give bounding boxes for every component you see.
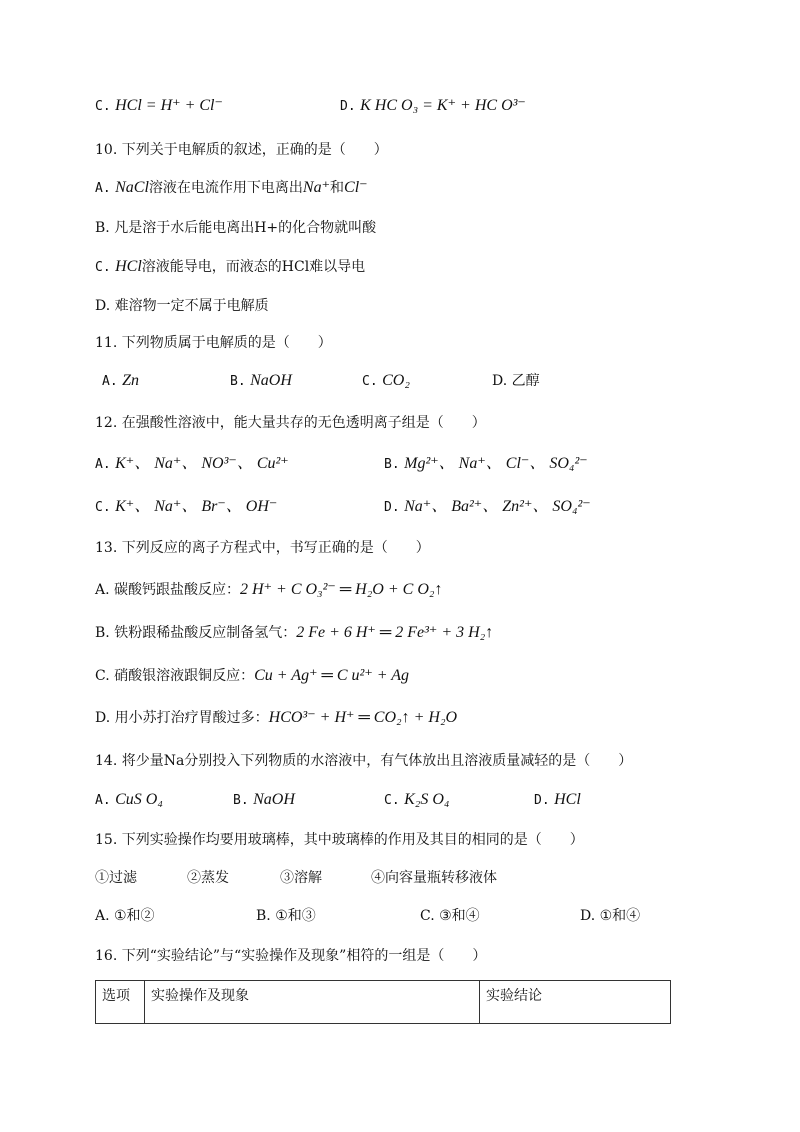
option-label: A. — [95, 793, 111, 808]
table-header-cell: 实验结论 — [480, 981, 671, 1024]
formula: Cl⁻ — [344, 179, 368, 196]
formula: HCO³⁻ + H⁺ ═ CO₂↑ + H₂O — [268, 709, 458, 726]
q15-item: ④向容量瓶转移液体 — [371, 870, 497, 886]
q10-option-a — [95, 178, 368, 199]
table-header-cell: 实验操作及现象 — [145, 981, 480, 1024]
q14-option-d — [534, 790, 581, 811]
option-label: C. — [95, 500, 111, 515]
q14-stem: 14. 将少量Na分别投入下列物质的水溶液中，有气体放出且溶液质量减轻的是（ ） — [95, 753, 633, 769]
option-text: 溶液能导电，而液态的HCl难以导电 — [141, 259, 366, 275]
option-text: B. 铁粉跟稀盐酸反应制备氢气： — [95, 625, 297, 641]
option-label: A. — [95, 457, 111, 472]
q12-option-a — [95, 454, 289, 475]
q11-option-a — [102, 371, 139, 392]
q16-stem: 16. 下列“实验结论”与“实验操作及现象”相符的一组是（ ） — [95, 948, 487, 964]
q15-item: ①过滤 — [95, 870, 137, 886]
option-label: D. — [340, 99, 356, 114]
formula: Mg²⁺、 Na⁺、 Cl⁻、 SO₄²⁻ — [404, 455, 588, 472]
q15-option-b: B. ①和③ — [256, 908, 316, 924]
option-label: B. — [233, 793, 249, 808]
option-label: C. — [95, 260, 111, 275]
q15-stem: 15. 下列实验操作均要用玻璃棒，其中玻璃棒的作用及其目的相同的是（ ） — [95, 832, 584, 848]
formula: NaOH — [250, 372, 292, 389]
option-text: D. 用小苏打治疗胃酸过多： — [95, 710, 269, 726]
q9-option-c — [95, 96, 223, 117]
formula: 2 Fe + 6 H⁺ ═ 2 Fe³⁺ + 3 H₂↑ — [296, 624, 494, 641]
formula: K HC O₃ = K⁺ + HC O³⁻ — [360, 97, 526, 114]
option-label: C. — [95, 99, 111, 114]
formula: Cu + Ag⁺ ═ C u²⁺ + Ag — [254, 667, 410, 684]
formula: NaOH — [253, 791, 295, 808]
q13-stem: 13. 下列反应的离子方程式中，书写正确的是（ ） — [95, 540, 430, 556]
q15-option-a: A. ①和② — [95, 908, 155, 924]
option-text: 溶液在电流作用下电离出 — [148, 180, 303, 196]
q13-option-c — [95, 666, 409, 686]
table-header-cell: 选项 — [96, 981, 145, 1024]
q9-option-d — [340, 96, 526, 117]
q10-option-d: D. 难溶物一定不属于电解质 — [95, 298, 269, 314]
q10-option-c — [95, 257, 365, 278]
q15-option-d: D. ①和④ — [580, 908, 641, 924]
q12-stem: 12. 在强酸性溶液中，能大量共存的无色透明离子组是（ ） — [95, 415, 486, 431]
q11-option-c — [362, 371, 410, 392]
q16-table — [95, 980, 671, 1024]
option-label: A. — [95, 181, 111, 196]
q14-option-b — [233, 790, 295, 811]
formula: NaCl — [115, 179, 149, 196]
option-label: C. — [384, 793, 400, 808]
q13-option-b — [95, 623, 493, 643]
formula: Zn — [122, 372, 140, 389]
formula: K₂S O₄ — [404, 791, 450, 808]
option-label: D. — [534, 793, 550, 808]
option-label: B. — [230, 374, 246, 389]
formula: HCl — [115, 258, 142, 275]
formula: K⁺、 Na⁺、 Br⁻、 OH⁻ — [115, 498, 278, 515]
option-text: C. 硝酸银溶液跟铜反应： — [95, 668, 255, 684]
option-text: A. 碳酸钙跟盐酸反应： — [95, 582, 241, 598]
q13-option-d — [95, 708, 457, 728]
q15-option-c: C. ③和④ — [420, 908, 480, 924]
formula: HCl = H⁺ + Cl⁻ — [115, 97, 223, 114]
q13-option-a — [95, 580, 442, 600]
table-row — [96, 981, 671, 1024]
q15-item: ③溶解 — [280, 870, 322, 886]
option-label: A. — [102, 374, 118, 389]
formula: K⁺、 Na⁺、 NO³⁻、 Cu²⁺ — [115, 455, 289, 472]
q10-stem: 10. 下列关于电解质的叙述，正确的是（ ） — [95, 142, 388, 158]
q11-option-d: D. 乙醇 — [492, 373, 540, 389]
q12-option-c — [95, 497, 277, 518]
option-label: B. — [384, 457, 400, 472]
q10-option-b: B. 凡是溶于水后能电离出H+的化合物就叫酸 — [95, 220, 377, 236]
formula: CO₂ — [382, 372, 410, 389]
formula: CuS O₄ — [115, 791, 163, 808]
q14-option-a — [95, 790, 163, 811]
formula: Na⁺ — [302, 179, 331, 196]
q15-item: ②蒸发 — [187, 870, 229, 886]
option-label: D. — [384, 500, 400, 515]
option-label: C. — [362, 374, 378, 389]
q14-option-c — [384, 790, 449, 811]
formula: 2 H⁺ + C O₃²⁻ ═ H₂O + C O₂↑ — [240, 581, 443, 598]
q11-option-b — [230, 371, 292, 392]
formula: HCl — [554, 791, 581, 808]
q12-option-d — [384, 497, 591, 518]
formula: Na⁺、 Ba²⁺、 Zn²⁺、 SO₄²⁻ — [404, 498, 591, 515]
option-text: 和 — [330, 180, 345, 196]
q12-option-b — [384, 454, 588, 475]
q11-stem: 11. 下列物质属于电解质的是（ ） — [95, 335, 332, 351]
